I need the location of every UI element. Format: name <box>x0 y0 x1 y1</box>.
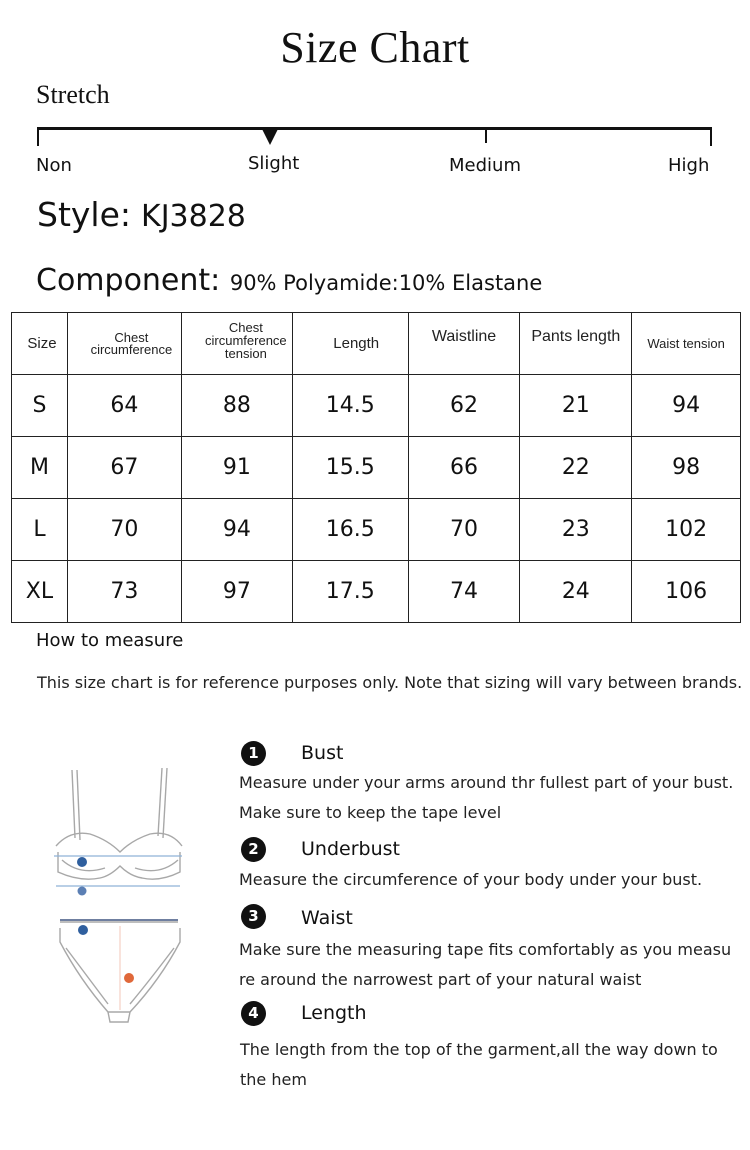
cell-size: S <box>12 375 68 437</box>
marker-4-icon <box>124 973 134 983</box>
step-3-number-icon: 3 <box>241 904 266 929</box>
cell-value: 17.5 <box>292 561 408 623</box>
step-3-desc-line-2: re around the narrowest part of your natural waist <box>239 970 642 989</box>
component-label: Component: <box>36 263 221 298</box>
table-header-row <box>12 313 741 375</box>
col-header-pants-length: Pants length <box>520 313 632 375</box>
cell-size: M <box>12 437 68 499</box>
step-4-title: Length <box>301 1002 367 1024</box>
step-3-title: Waist <box>301 907 353 929</box>
cell-value: 23 <box>520 499 632 561</box>
component-row <box>36 263 542 298</box>
scale-tick-non <box>37 127 39 146</box>
cell-value: 21 <box>520 375 632 437</box>
stretch-label: Stretch <box>36 80 110 109</box>
scale-tick-high <box>710 127 712 146</box>
col-header-chest: Chest circumference <box>67 313 181 375</box>
cell-value: 97 <box>181 561 292 623</box>
table-row <box>12 499 741 561</box>
cell-value: 24 <box>520 561 632 623</box>
step-4-number-icon: 4 <box>241 1001 266 1026</box>
step-3-desc-line-1: Make sure the measuring tape fits comfortably as you measu <box>239 940 732 959</box>
cell-value: 94 <box>181 499 292 561</box>
step-1-desc-line-2: Make sure to keep the tape level <box>239 803 502 822</box>
cell-value: 88 <box>181 375 292 437</box>
step-2-desc-line-1: Measure the circumference of your body under your bust. <box>239 870 703 889</box>
scale-tick-medium <box>485 127 487 143</box>
disclaimer-text: This size chart is for reference purposes only. Note that sizing will vary between brands. <box>37 673 743 692</box>
step-4-desc-line-1: The length from the top of the garment,all the way down to <box>240 1040 718 1059</box>
garment-illustration <box>50 760 190 1030</box>
col-header-waist-tension: Waist tension <box>632 313 741 375</box>
how-to-measure-heading: How to measure <box>36 630 184 651</box>
cell-value: 22 <box>520 437 632 499</box>
step-2-number-icon: 2 <box>241 837 266 862</box>
cell-value: 62 <box>408 375 520 437</box>
style-label: Style: <box>37 195 132 234</box>
cell-value: 73 <box>67 561 181 623</box>
step-4-desc-line-2: the hem <box>240 1070 307 1089</box>
cell-size: L <box>12 499 68 561</box>
step-1-desc-line-1: Measure under your arms around thr fullest part of your bust. <box>239 773 734 792</box>
component-value: 90% Polyamide:10% Elastane <box>229 271 543 295</box>
cell-value: 64 <box>67 375 181 437</box>
cell-value: 74 <box>408 561 520 623</box>
cell-value: 16.5 <box>292 499 408 561</box>
step-1-number-icon: 1 <box>241 741 266 766</box>
cell-value: 70 <box>408 499 520 561</box>
marker-3-icon <box>78 925 88 935</box>
cell-value: 66 <box>408 437 520 499</box>
cell-value: 14.5 <box>292 375 408 437</box>
stretch-marker-icon <box>262 129 278 145</box>
cell-size: XL <box>12 561 68 623</box>
size-table <box>11 312 741 623</box>
cell-value: 91 <box>181 437 292 499</box>
cell-value: 98 <box>632 437 741 499</box>
page-title: Size Chart <box>280 23 470 72</box>
col-header-size: Size <box>12 313 68 375</box>
marker-1-icon <box>77 857 87 867</box>
scale-line <box>37 127 712 130</box>
table-row <box>12 561 741 623</box>
scale-label-medium: Medium <box>449 155 521 176</box>
step-1-title: Bust <box>301 742 344 764</box>
table-row <box>12 437 741 499</box>
scale-label-high: High <box>668 155 710 176</box>
scale-label-slight: Slight <box>248 153 300 174</box>
col-header-chest-tension: Chest circumference tension <box>181 313 292 375</box>
col-header-waistline: Waistline <box>408 313 520 375</box>
style-row <box>37 195 246 234</box>
cell-value: 67 <box>67 437 181 499</box>
table-row <box>12 375 741 437</box>
cell-value: 106 <box>632 561 741 623</box>
style-value: KJ3828 <box>141 199 246 234</box>
scale-label-non: Non <box>36 155 72 176</box>
cell-value: 94 <box>632 375 741 437</box>
step-2-title: Underbust <box>301 838 400 860</box>
cell-value: 15.5 <box>292 437 408 499</box>
cell-value: 102 <box>632 499 741 561</box>
marker-2-icon <box>78 887 87 896</box>
cell-value: 70 <box>67 499 181 561</box>
col-header-length: Length <box>292 313 408 375</box>
